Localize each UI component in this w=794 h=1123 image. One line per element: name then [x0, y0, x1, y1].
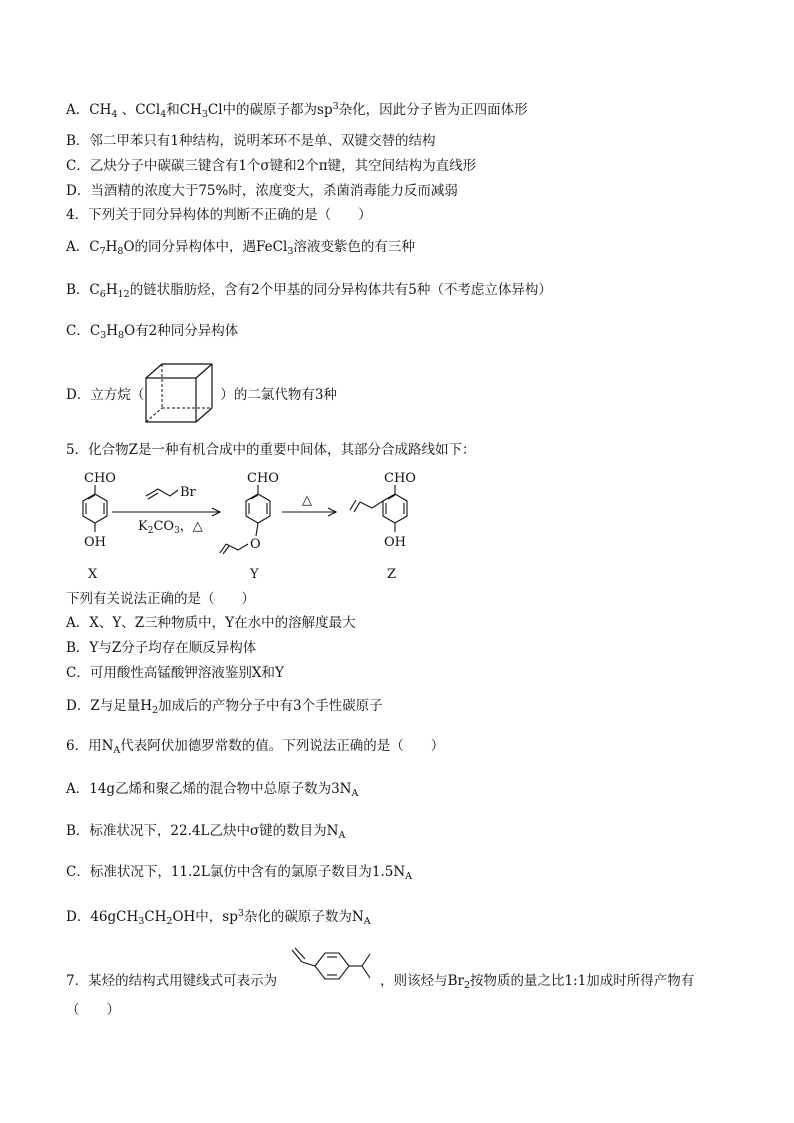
br-label: Br	[180, 485, 196, 500]
q4-option-d: D．立方烷（ ）的二氯代物有3种	[66, 387, 337, 403]
reagent-label: $K_2CO_3$，△	[138, 519, 203, 536]
y-cho-label: CHO	[247, 471, 279, 486]
q4-option-c: C．$C_3H_8O$有2种同分异构体	[66, 323, 239, 341]
z-cho-label: CHO	[384, 471, 416, 486]
y-o-label: O	[250, 537, 261, 552]
heat-label: △	[302, 493, 312, 508]
label-y: Y	[250, 567, 259, 582]
q4-stem: 4．下列关于同分异构体的判断不正确的是（ ）	[66, 207, 372, 223]
q5-synthesis-scheme	[60, 466, 440, 584]
q5-option-c: C．可用酸性高锰酸钾溶液鉴别X和Y	[66, 665, 284, 681]
q3-option-c: C．乙炔分子中碳碳三键含有1个σ键和2个π键，其空间结构为直线形	[66, 158, 477, 174]
q4-option-a: A．$C_7H_8O$的同分异构体中，遇FeCl$_3$溶液变紫色的有三种	[66, 239, 415, 257]
q3-option-b: B．邻二甲苯只有1种结构，说明苯环不是单、双键交替的结构	[66, 133, 436, 149]
q7-stem: 7．某烃的结构式用键线式可表示为 ，则该烃与$Br_2$按物质的量之比1:1加成时所得产物有	[66, 973, 695, 991]
q6-option-a: A．14g乙烯和聚乙烯的混合物中总原子数为$3N_A$	[66, 781, 359, 799]
q5-ask: 下列有关说法正确的是（ ）	[66, 591, 255, 607]
q6-option-b: B．标准状况下，22.4L乙炔中σ键的数目为$N_A$	[66, 823, 346, 841]
x-cho-label: CHO	[84, 471, 116, 486]
q7-answer-blank: （ ）	[66, 1002, 120, 1018]
q6-option-d: D．$46gCH_3CH_2OH$中，$sp^3$杂化的碳原子数为$N_A$	[66, 908, 371, 927]
q3-option-a: A．$CH_4$ 、CCl$_4$和$CH_3Cl$中的碳原子都为$sp^3$杂化，因此分子皆为正四面体形	[66, 101, 528, 120]
cubane-structure	[142, 362, 216, 426]
z-oh-label: OH	[384, 535, 406, 550]
q5-option-b: B．Y与Z分子均存在顺反异构体	[66, 640, 257, 656]
q5-option-d: D．Z与足量$H_2$加成后的产物分子中有3个手性碳原子	[66, 698, 383, 716]
q3-option-d: D．当酒精的浓度大于75%时，浓度变大，杀菌消毒能力反而减弱	[66, 183, 458, 199]
q5-stem: 5．化合物Z是一种有机合成中的重要中间体，其部分合成路线如下：	[66, 442, 476, 458]
q5-option-a: A．X、Y、Z三种物质中，Y在水中的溶解度最大	[66, 615, 356, 631]
label-z: Z	[387, 567, 397, 582]
q6-option-c: C．标准状况下，11.2L氯仿中含有的氯原子数目为$1.5N_A$	[66, 864, 413, 882]
q6-stem: 6．用$N_A$代表阿伏加德罗常数的值。下列说法正确的是（ ）	[66, 738, 445, 756]
x-oh-label: OH	[84, 535, 106, 550]
q4-option-b: B．$C_6H_{12}$的链状脂肪烃，含有2个甲基的同分异构体共有5种（不考虑立体异构）	[66, 282, 552, 300]
label-x: X	[88, 567, 98, 582]
